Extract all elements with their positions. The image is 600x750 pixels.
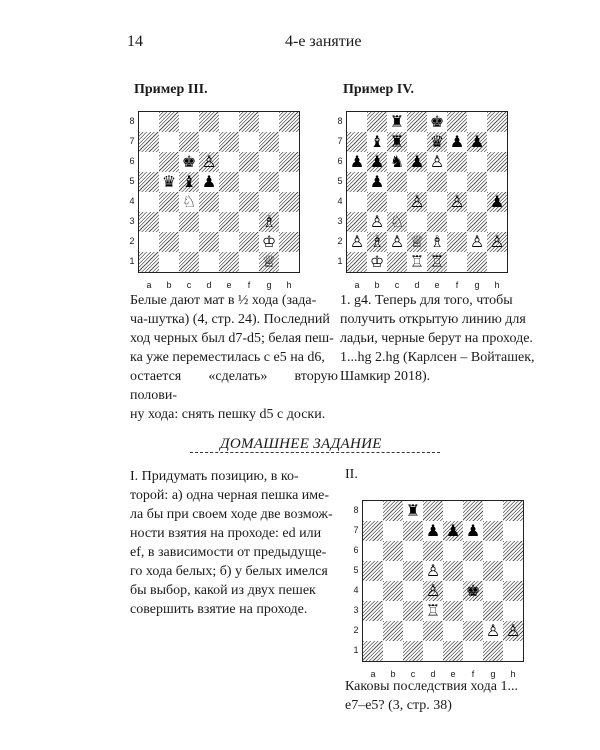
light-square [403,581,423,601]
chess-piece-icon: ♜ [389,112,405,131]
chess-piece-icon: ♟ [489,192,505,211]
light-square [447,172,467,192]
dark-square [443,641,463,661]
rank-label: 5 [129,176,135,186]
rank-label: 3 [353,605,359,615]
example-3-text [130,291,338,424]
dark-square [259,172,279,192]
rank-label: 1 [129,256,135,266]
chess-piece-icon: ♙ [449,192,465,211]
rank-label: 4 [353,585,359,595]
rank-label: 5 [353,565,359,575]
dark-square [219,172,239,192]
light-square [487,212,507,232]
file-label: g [474,280,480,290]
dark-square [483,641,503,661]
text-line: ну хода: снять пешку d5 с доски. [130,407,326,422]
file-label: a [370,669,376,679]
light-square [179,232,199,252]
dark-square [179,132,199,152]
file-label: f [471,669,475,679]
text-line: e7–e5? (3, стр. 38) [345,698,452,713]
text-line: ка уже переместилась с e5 на d6, [130,350,325,365]
text-line: ча-шутка) (4, стр. 24). Последний [130,312,330,327]
chess-piece-icon: ♗ [369,232,385,251]
light-square [383,641,403,661]
light-square [259,112,279,132]
dark-square [447,112,467,132]
dark-square [487,112,507,132]
light-square [387,192,407,212]
light-square [487,252,507,272]
example-4-text [340,291,550,386]
file-label: a [146,280,152,290]
chess-piece-icon: ♛ [161,172,177,191]
dark-square [503,501,523,521]
dark-square [347,212,367,232]
light-square [159,132,179,152]
light-square [443,581,463,601]
dark-square [159,232,179,252]
dashed-divider [190,452,440,453]
file-label: e [434,280,440,290]
light-square [279,252,299,272]
dark-square [347,252,367,272]
chess-piece-icon: ♟ [469,132,485,151]
rank-label: 4 [337,196,343,206]
dark-square [239,232,259,252]
homework-task-2-text [345,677,545,715]
chess-piece-icon: ♙ [469,232,485,251]
rank-label: 7 [129,136,135,146]
chess-piece-icon: ♙ [409,192,425,211]
light-square [363,621,383,641]
dark-square [363,561,383,581]
dark-square [483,561,503,581]
chess-piece-icon: ♟ [201,172,217,191]
light-square [239,252,259,272]
light-square [199,212,219,232]
text-line: получить открытую линию для [340,312,526,327]
text-line: Белые дают мат в ½ хода (зада- [130,293,317,308]
light-square [483,541,503,561]
text-line: ef, в зависимости от предыдуще- [130,545,327,560]
dark-square [427,212,447,232]
page-number: 14 [127,33,143,50]
light-square [407,172,427,192]
file-label: c [394,280,400,290]
light-square [383,601,403,621]
dark-square [363,601,383,621]
dark-square [219,212,239,232]
dark-square [139,252,159,272]
text-line: Каковы последствия хода 1... [345,679,518,694]
light-square [443,501,463,521]
chess-piece-icon: ♟ [349,152,365,171]
dark-square [407,112,427,132]
rank-label: 1 [337,256,343,266]
chess-piece-icon: ♙ [485,621,501,640]
light-square [279,132,299,152]
dark-square [463,501,483,521]
file-label: h [494,280,500,290]
rank-label: 7 [353,525,359,535]
dark-square [467,172,487,192]
light-square [139,232,159,252]
dark-square [367,112,387,132]
dark-square [279,152,299,172]
text-line: го хода белых; б) у белых имелся [130,564,328,579]
light-square [503,521,523,541]
dark-square [383,581,403,601]
chess-piece-icon: ♟ [425,521,441,540]
dark-square [199,232,219,252]
dark-square [487,152,507,172]
chess-piece-icon: ♚ [429,112,445,131]
dark-square [279,192,299,212]
dark-square [503,541,523,561]
text-line: I. Придумать позицию, в ко- [130,469,299,484]
dark-square [159,112,179,132]
dark-square [503,581,523,601]
dark-square [423,541,443,561]
chess-piece-icon: ♟ [409,152,425,171]
dark-square [483,601,503,621]
dark-square [279,112,299,132]
file-label: b [374,280,380,290]
dark-square [139,132,159,152]
chess-piece-icon: ♙ [425,561,441,580]
file-label: d [414,280,420,290]
chess-piece-icon: ♙ [389,232,405,251]
light-square [467,152,487,172]
dark-square [443,561,463,581]
rank-label: 7 [337,136,343,146]
chessboard [129,111,300,290]
light-square [403,541,423,561]
chess-piece-icon: ♙ [349,232,365,251]
example-4-title: Пример IV. [343,82,415,97]
dark-square [387,172,407,192]
light-square [219,232,239,252]
light-square [467,112,487,132]
file-label: f [247,280,251,290]
dark-square [403,561,423,581]
chess-piece-icon: ♙ [369,212,385,231]
chess-piece-icon: ♚ [181,152,197,171]
chess-piece-icon: ♞ [389,152,405,171]
chess-piece-icon: ♛ [429,132,445,151]
rank-label: 2 [337,236,343,246]
dark-square [403,601,423,621]
text-line: ла бы при своем ходе две возмож- [130,507,333,522]
rank-label: 5 [337,176,343,186]
text-line: торой: а) одна черная пешка име- [130,488,330,503]
light-square [467,192,487,212]
chess-piece-icon: ♕ [409,232,425,251]
rank-label: 3 [337,216,343,226]
light-square [483,581,503,601]
dark-square [159,192,179,212]
light-square [199,132,219,152]
chess-piece-icon: ♖ [409,252,425,271]
rank-label: 3 [129,216,135,226]
light-square [347,112,367,132]
dark-square [443,601,463,621]
light-square [447,252,467,272]
chess-piece-icon: ♖ [429,252,445,271]
chess-piece-icon: ♙ [489,232,505,251]
chess-piece-icon: ♚ [465,581,481,600]
text-line: бы выбор, какой из двух пешек [130,583,316,598]
file-label: g [266,280,272,290]
light-square [503,641,523,661]
text-line: ности взятия на проходе: ed или [130,526,322,541]
light-square [199,252,219,272]
chess-diagram-task-2 [353,500,524,679]
light-square [139,112,159,132]
chess-piece-icon: ♟ [369,172,385,191]
light-square [487,132,507,152]
light-square [159,212,179,232]
chess-piece-icon: ♝ [181,172,197,191]
chess-diagram-example-4 [337,111,508,290]
file-label: g [490,669,496,679]
light-square [219,192,239,212]
file-label: c [186,280,192,290]
file-label: a [354,280,360,290]
dark-square [139,172,159,192]
homework-task-2-label: II. [345,467,358,482]
dark-square [383,621,403,641]
dark-square [447,152,467,172]
homework-task-1 [130,467,340,619]
dark-square [179,252,199,272]
light-square [463,561,483,581]
light-square [219,152,239,172]
light-square [407,212,427,232]
file-label: c [410,669,416,679]
dark-square [403,521,423,541]
light-square [443,541,463,561]
dark-square [447,232,467,252]
dark-square [463,621,483,641]
light-square [259,152,279,172]
chess-piece-icon: ♔ [261,232,277,251]
dark-square [363,521,383,541]
light-square [447,212,467,232]
text-line: 1. g4. Теперь для того, чтобы [340,293,513,308]
text-line: 1...hg 2.hg (Карлсен – Войташек, [340,350,535,365]
chessboard [353,500,524,679]
dark-square [483,521,503,541]
text-line: совершить взятие на проходе. [130,602,308,617]
light-square [463,601,483,621]
chess-piece-icon: ♜ [405,501,421,520]
dark-square [199,192,219,212]
file-label: h [510,669,516,679]
rank-label: 8 [353,505,359,515]
file-label: h [286,280,292,290]
dark-square [383,501,403,521]
dark-square [179,212,199,232]
text-line: Шамкир 2018). [340,369,431,384]
dark-square [387,252,407,272]
dark-square [279,232,299,252]
dark-square [239,152,259,172]
light-square [407,132,427,152]
example-3-title: Пример III. [134,82,208,97]
rank-label: 2 [129,236,135,246]
chess-piece-icon: ♟ [445,521,461,540]
dark-square [423,621,443,641]
chess-piece-icon: ♟ [369,152,385,171]
file-label: e [226,280,232,290]
light-square [463,641,483,661]
chess-piece-icon: ♘ [181,192,197,211]
light-square [383,521,403,541]
light-square [443,621,463,641]
chess-diagram-example-3 [129,111,300,290]
dark-square [199,112,219,132]
file-label: b [390,669,396,679]
dark-square [259,132,279,152]
rank-label: 4 [129,196,135,206]
rank-label: 6 [353,545,359,555]
dark-square [427,172,447,192]
chess-piece-icon: ♟ [465,521,481,540]
dark-square [383,541,403,561]
dark-square [219,132,239,152]
chess-piece-icon: ♙ [201,152,217,171]
rank-label: 2 [353,625,359,635]
chess-piece-icon: ♝ [369,132,385,151]
dark-square [239,192,259,212]
file-label: d [430,669,436,679]
light-square [259,192,279,212]
file-label: f [455,280,459,290]
light-square [179,112,199,132]
homework-heading: ДОМАШНЕЕ ЗАДАНИЕ [220,436,382,452]
chess-piece-icon: ♗ [429,232,445,251]
dark-square [423,501,443,521]
light-square [383,561,403,581]
light-square [239,172,259,192]
dark-square [139,212,159,232]
light-square [487,172,507,192]
dark-square [347,172,367,192]
chess-piece-icon: ♕ [261,252,277,271]
running-head: 4-е занятие [285,33,362,50]
light-square [219,112,239,132]
dark-square [463,541,483,561]
chess-piece-icon: ♖ [425,601,441,620]
text-line: ладьи, черные берут на проходе. [340,331,533,346]
chess-piece-icon: ♙ [429,152,445,171]
chessboard [337,111,508,290]
light-square [139,192,159,212]
dark-square [367,192,387,212]
chess-piece-icon: ♘ [389,212,405,231]
rank-label: 6 [337,156,343,166]
dark-square [239,112,259,132]
light-square [363,581,383,601]
rank-label: 1 [353,645,359,655]
light-square [503,601,523,621]
dark-square [159,152,179,172]
light-square [279,172,299,192]
light-square [363,501,383,521]
chess-piece-icon: ♗ [261,212,277,231]
light-square [427,192,447,212]
chess-piece-icon: ♙ [425,581,441,600]
dark-square [403,641,423,661]
rank-label: 6 [129,156,135,166]
dark-square [347,132,367,152]
light-square [403,621,423,641]
light-square [503,561,523,581]
chess-piece-icon: ♜ [389,132,405,151]
chess-piece-icon: ♟ [449,132,465,151]
rank-label: 8 [337,116,343,126]
file-label: e [450,669,456,679]
dark-square [363,641,383,661]
light-square [239,212,259,232]
light-square [347,192,367,212]
dark-square [467,212,487,232]
file-label: b [166,280,172,290]
chess-piece-icon: ♙ [505,621,521,640]
text-line: ход черных был d7-d5; белая пеш- [130,331,334,346]
light-square [159,252,179,272]
light-square [423,641,443,661]
light-square [239,132,259,152]
dark-square [467,252,487,272]
light-square [139,152,159,172]
dark-square [219,252,239,272]
light-square [279,212,299,232]
chess-piece-icon: ♔ [369,252,385,271]
light-square [483,501,503,521]
light-square [363,541,383,561]
file-label: d [206,280,212,290]
text-line: остается «сделать» вторую полови- [130,369,338,403]
rank-label: 8 [129,116,135,126]
